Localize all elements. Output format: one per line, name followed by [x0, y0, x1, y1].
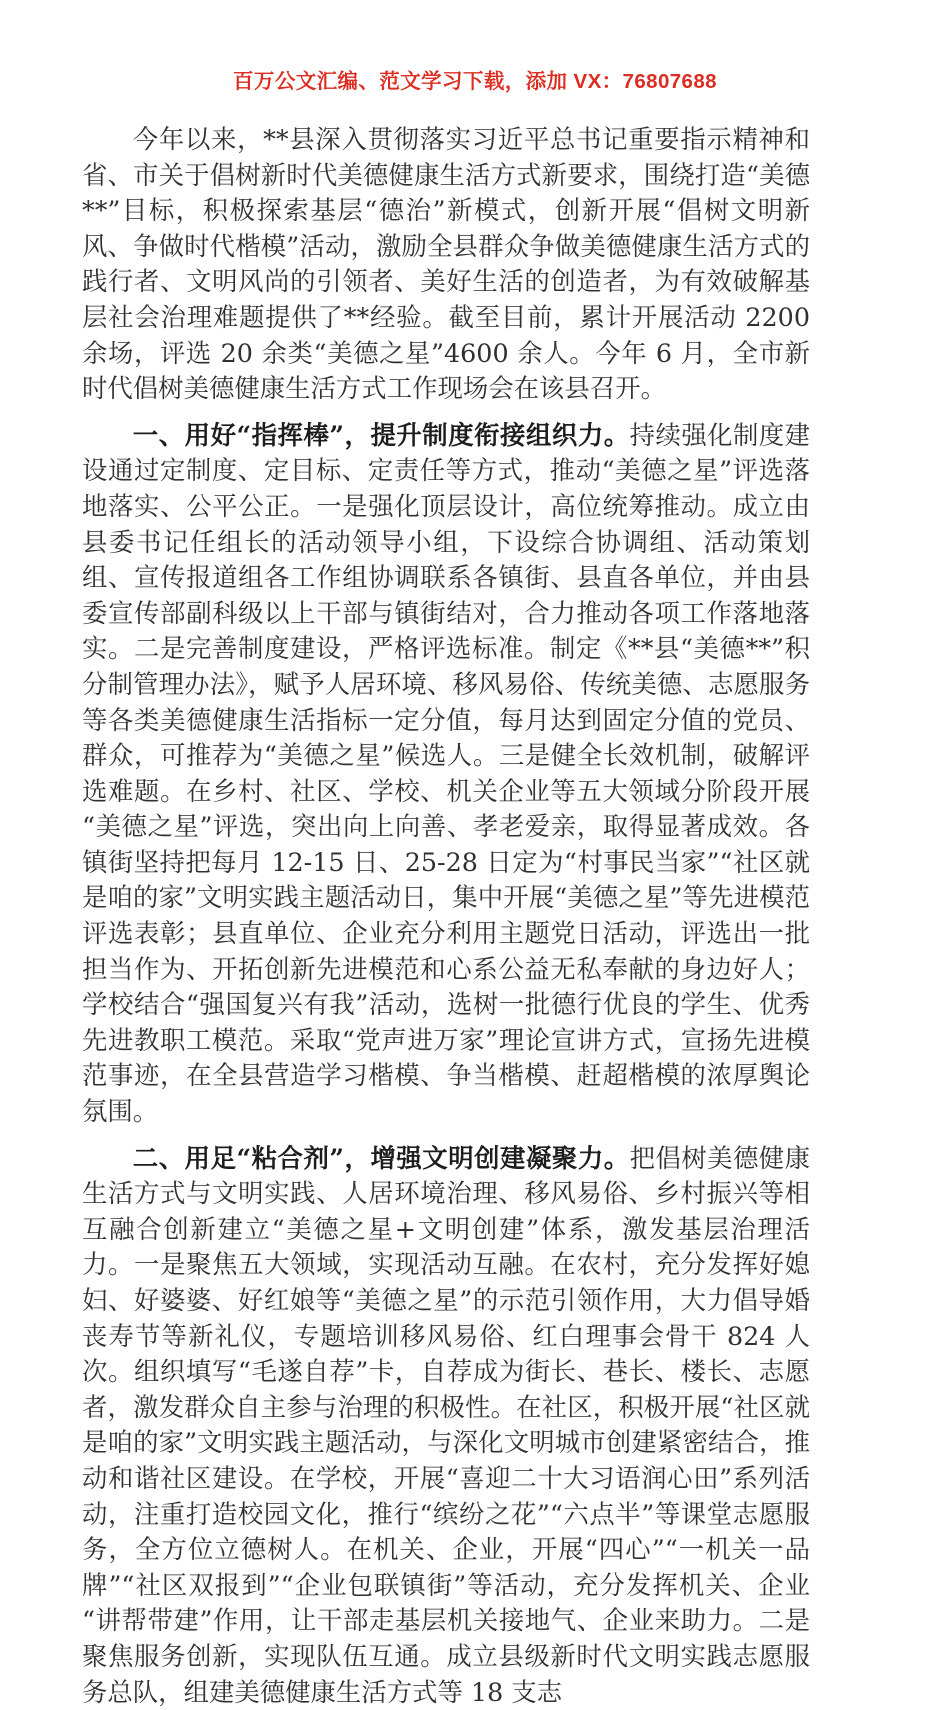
section-one-text: 持续强化制度建设通过定制度、定目标、定责任等方式，推动“美德之星”评选落地落实、公平公正。一是强化顶层设计，高位统筹推动。成立由县委书记任组长的活动领导小组，下设综合协调组、活动策划组、宣传报道组各工作组协调联系各镇街、县直各单位，并由县委宣传部副科级以上干部与镇街结对，合力推动各项工作落地落实。二是完善制度建设，严格评选标准。制定《**县“美德**”积分制管理办法》，赋予人居环境、移风易俗、传统美德、志愿服务等各类美德健康生活指标一定分值，每月达到固定分值的党员、群众，可推荐为“美德之星”候选人。三是健全长效机制，破解评选难题。在乡村、社区、学校、机关企业等五大领域分阶段开展“美德之星”评选，突出向上向善、孝老爱亲，取得显著成效。各镇街坚持把每月 12-15 日、25-28 日定为“村事民当家”“社区就是咱的家”文明实践主题活动日，集中开展“美德之星”等先进模范评选表彰；县直单位、企业充分利用主题党日活动，评选出一批担当作为、开拓创新先进模范和心系公益无私奉献的身边好人；学校结合“强国复兴有我”活动，选树一批德行优良的学生、优秀先进教职工模范。采取“党声进万家”理论宣讲方式，宣扬先进模范事迹，在全县营造学习楷模、争当楷模、赶超楷模的浓厚舆论氛围。: [82, 419, 810, 1127]
section-two-text: 把倡树美德健康生活方式与文明实践、人居环境治理、移风易俗、乡村振兴等相互融合创新建立“美德之星+文明创建”体系，激发基层治理活力。一是聚焦五大领域，实现活动互融。在农村，充分发挥好媳妇、好婆婆、好红娘等“美德之星”的示范引领作用，大力倡导婚丧寿节等新礼仪，专题培训移风易俗、红白理事会骨干 824 人次。组织填写“毛遂自荐”卡，自荐成为街长、巷长、楼长、志愿者，激发群众自主参与治理的积极性。在社区，积极开展“社区就是咱的家”文明实践主题活动，与深化文明城市创建紧密结合，推动和谐社区建设。在学校，开展“喜迎二十大习语润心田”系列活动，注重打造校园文化，推行“缤纷之花”“六点半”等课堂志愿服务，全方位立德树人。在机关、企业，开展“四心”“一机关一品牌”“社区双报到”“企业包联镇街”等活动，充分发挥机关、企业“讲帮带建”作用，让干部走基层机关接地气、企业来助力。二是聚焦服务创新，实现队伍互通。成立县级新时代文明实践志愿服务总队，组建美德健康生活方式等 18 支志: [82, 1142, 810, 1707]
document-body: [82, 122, 810, 1710]
section-two-heading: 二、用足“粘合剂”，增强文明创建凝聚力。: [132, 1142, 630, 1173]
paragraph-intro-text: 今年以来，**县深入贯彻落实习近平总书记重要指示精神和省、市关于倡树新时代美德健康生活方式新要求，围绕打造“美德**”目标，积极探索基层“德治”新模式，创新开展“倡树文明新风、争做时代楷模”活动，激励全县群众争做美德健康生活方式的践行者、文明风尚的引领者、美好生活的创造者，为有效破解基层社会治理难题提供了**经验。截至目前，累计开展活动 2200 余场，评选 20 余类“美德之星”4600 余人。今年 6 月，全市新时代倡树美德健康生活方式工作现场会在该县召开。: [82, 124, 810, 404]
paragraph-section-one: [82, 418, 810, 1130]
promo-watermark-header: 百万公文汇编、范文学习下载，添加 VX：76807688: [233, 70, 717, 93]
paragraph-intro: [82, 122, 810, 407]
paragraph-section-two: [82, 1141, 810, 1710]
section-one-heading: 一、用好“指挥棒”，提升制度衔接组织力。: [132, 419, 630, 450]
